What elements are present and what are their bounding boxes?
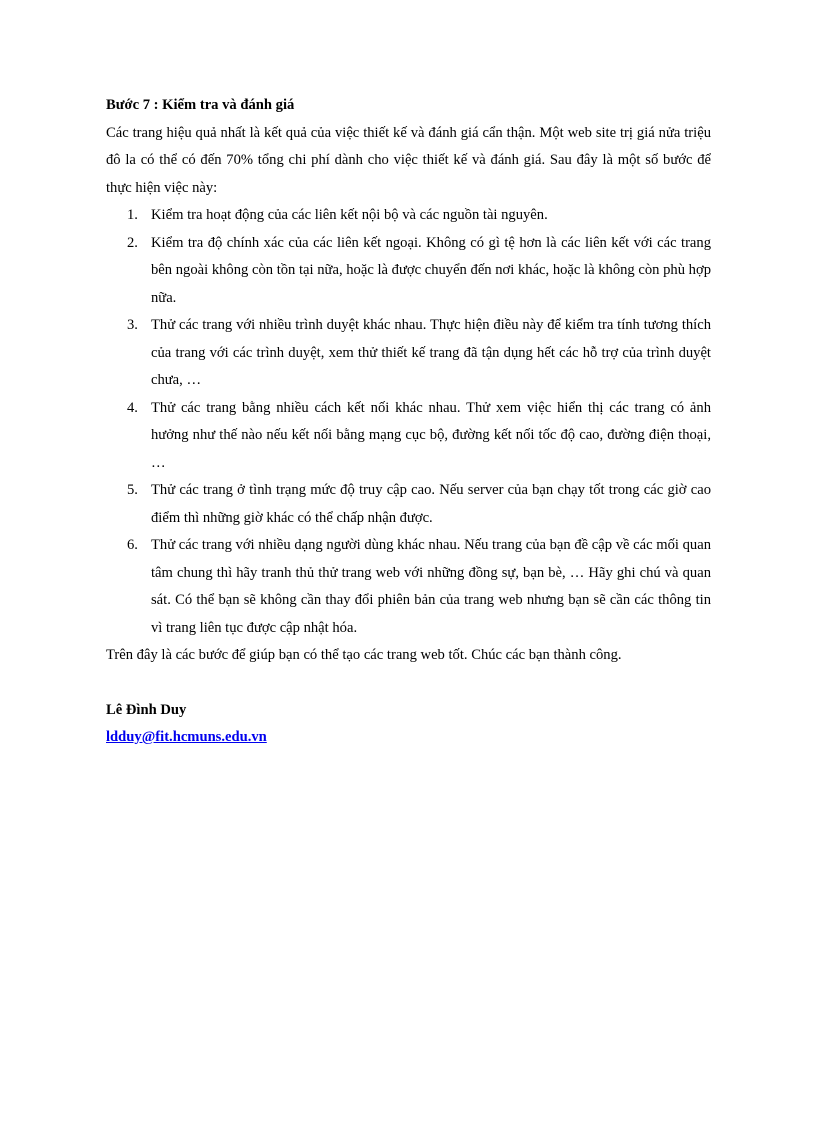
list-item-number: 3. [127, 317, 138, 333]
list-item [106, 532, 711, 642]
section-heading: Bước 7 : Kiểm tra và đánh giá [106, 97, 295, 113]
closing-paragraph: Trên đây là các bước để giúp bạn có thể tạo các trang web tốt. Chúc các bạn thành công. [106, 647, 622, 663]
list-item-text: Thử các trang với nhiều trình duyệt khác nhau. Thực hiện điều này để kiểm tra tính tương thích của trang với các trình duyệt, xem thử thiết kế trang đã tận dụng hết các hỗ trợ của trình duyệt chưa, … [151, 317, 711, 388]
list-item [106, 477, 711, 532]
list-item-text: Kiểm tra độ chính xác của các liên kết ngoại. Không có gì tệ hơn là các liên kết với các trang bên ngoài không còn tồn tại nữa, hoặc là được chuyển đến nơi khác, hoặc là không còn phù hợp nữa. [151, 234, 711, 306]
list-item-text: Thử các trang ở tình trạng mức độ truy cập cao. Nếu server của bạn chạy tốt trong các giờ cao điểm thì những giờ khác có thể chấp nhận được. [151, 482, 711, 526]
list-item-number: 2. [127, 234, 138, 251]
list-item-text: Thử các trang bằng nhiều cách kết nối khác nhau. Thử xem việc hiển thị các trang có ảnh hưởng như thế nào nếu kết nối bằng mạng cục bộ, đường kết nối tốc độ cao, đường điện thoại, … [151, 399, 711, 471]
author-email-link[interactable]: ldduy@fit.hcmuns.edu.vn [106, 729, 267, 745]
author-name: Lê Đình Duy [106, 701, 187, 718]
list-item [106, 230, 711, 313]
list-item [106, 312, 711, 395]
list-item-text: Thử các trang với nhiều dạng người dùng khác nhau. Nếu trang của bạn đề cập về các mối quan tâm chung thì hãy tranh thủ thử trang web với những đồng sự, bạn bè, … Hãy ghi chú và quan sát. Có thể bạn sẽ không cần thay đổi phiên bản của trang web nhưng bạn sẽ cần các thông tin vì trang liên tục được cập nhật hóa. [151, 537, 711, 636]
list-item-text: Kiểm tra hoạt động của các liên kết nội bộ và các nguồn tài nguyên. [151, 207, 548, 223]
intro-paragraph: Các trang hiệu quả nhất là kết quả của việc thiết kế và đánh giá cẩn thận. Một web site trị giá nửa triệu đô la có thể có đến 70% tổng chi phí dành cho việc thiết kế và đánh giá. Sau đây là một số bước để thực hiện việc này: [106, 124, 711, 196]
author-block [106, 697, 711, 752]
steps-list [106, 202, 711, 642]
list-item-number: 5. [127, 482, 138, 498]
list-item [106, 395, 711, 478]
document-page [106, 92, 711, 752]
list-item [106, 202, 711, 230]
list-item-number: 6. [127, 537, 138, 553]
list-item-number: 1. [127, 207, 138, 223]
list-item-number: 4. [127, 399, 138, 416]
